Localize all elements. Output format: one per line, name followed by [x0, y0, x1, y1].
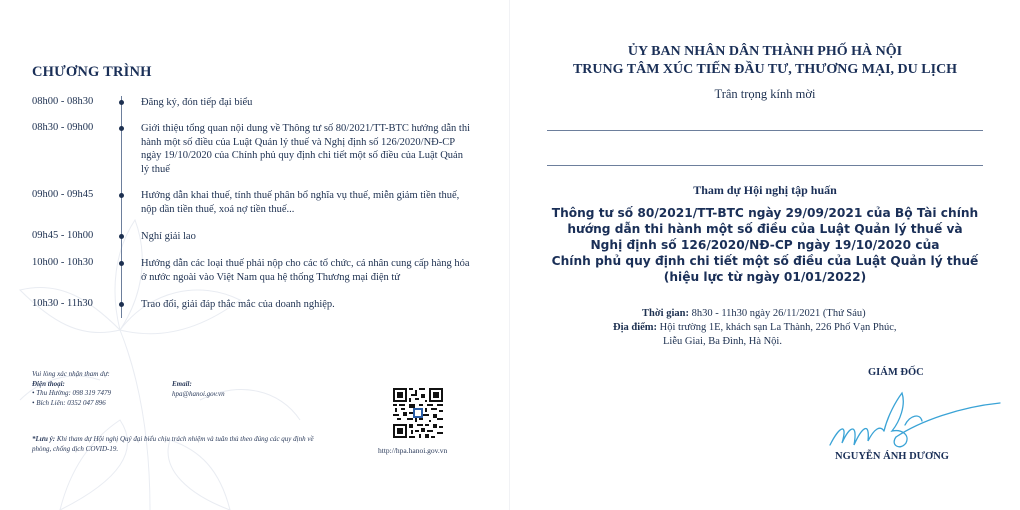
program-item-time: 10h00 - 10h30 [32, 257, 94, 268]
location-label: Địa điểm: [613, 322, 658, 333]
name-fill-line [547, 130, 983, 131]
contact-intro: Vui lòng xác nhận tham dự: [32, 370, 110, 378]
qr-code-icon[interactable] [393, 388, 443, 438]
program-item-description: Nghỉ giải lao [141, 231, 196, 242]
conference-heading: Tham dự Hội nghị tập huấn [693, 183, 837, 197]
timeline-bullet [119, 193, 124, 198]
timeline-bullet [119, 100, 124, 105]
covid-note [32, 435, 332, 454]
phone-number: • Thu Hường: 098 319 7479 [32, 389, 112, 397]
note-label: *Lưu ý: [32, 435, 56, 443]
program-item-time: 10h30 - 11h30 [32, 298, 93, 309]
location-value: Hội trường 1E, khách sạn La Thành, 226 Phố Vạn Phúc, [659, 322, 897, 333]
timeline-bullet [119, 234, 124, 239]
event-location [613, 321, 993, 335]
program-item-time: 08h30 - 09h00 [32, 122, 94, 133]
program-item-description: Hướng dẫn khai thuế, tính thuế phân bổ nghĩa vụ thuế, miễn giảm tiền thuế, nộp dần tiền thuế, xoá nợ tiền thuế... [141, 190, 460, 215]
program-item-description: Hướng dẫn các loại thuế phải nộp cho các tổ chức, cá nhân cung cấp hàng hóa ở nước ngoài vào Việt Nam qua hệ thống Thương mại điện tử [141, 258, 470, 283]
name-fill-line [547, 165, 983, 166]
program-item-time: 08h00 - 08h30 [32, 96, 94, 107]
program-item-description: Giới thiệu tổng quan nội dung về Thông tư số 80/2021/TT-BTC hướng dẫn thi hành một số điều của Luật Quản lý thuế và Nghị định số 126/2020/NĐ-CP ngày 19/10/2020 của Chính phủ quy định chi tiết một số điều của Luật Quản lý thuế [141, 123, 471, 175]
subject-line: Chính phủ quy định chi tiết một số điều của Luật Quản lý thuế [551, 254, 979, 268]
director-title: GIÁM ĐỐC [868, 367, 924, 378]
director-name: NGUYỄN ÁNH DƯƠNG [835, 451, 949, 462]
timeline-bullet [119, 126, 124, 131]
timeline-bullet [119, 261, 124, 266]
subject-line: (hiệu lực từ ngày 01/01/2022) [663, 270, 867, 284]
subject-line: hướng dẫn thi hành một số điều của Luật Quản lý thuế và [567, 222, 963, 236]
email-label: Email: [172, 380, 192, 388]
program-item-time: 09h00 - 09h45 [32, 189, 94, 200]
program-title: CHƯƠNG TRÌNH [32, 64, 152, 80]
email-info [172, 380, 225, 399]
location-value-continued: Liễu Giai, Ba Đình, Hà Nội. [663, 336, 782, 347]
phone-number: • Bích Liên: 0352 047 896 [32, 398, 106, 407]
program-item-description: Trao đổi, giải đáp thắc mắc của doanh nghiệp. [141, 299, 335, 310]
email-address[interactable]: hpa@hanoi.gov.vn [172, 389, 225, 398]
organization-department: TRUNG TÂM XÚC TIẾN ĐẦU TƯ, THƯƠNG MẠI, DU LỊCH [572, 62, 958, 77]
program-item-description: Đăng ký, đón tiếp đại biểu [141, 97, 253, 108]
phone-label: Điện thoại: [32, 379, 65, 388]
program-item-time: 09h45 - 10h00 [32, 230, 94, 241]
event-time [642, 307, 1002, 321]
time-value: 8h30 - 11h30 ngày 26/11/2021 (Thứ Sáu) [691, 308, 866, 319]
time-label: Thời gian: [642, 308, 689, 319]
contact-info [32, 370, 111, 408]
subject-line: Nghị định số 126/2020/NĐ-CP ngày 19/10/2020 của [590, 238, 940, 252]
timeline-bullet [119, 302, 124, 307]
conference-subject [540, 205, 990, 285]
organization-name: ỦY BAN NHÂN DÂN THÀNH PHỐ HÀ NỘI [627, 44, 903, 59]
invitation-text: Trân trọng kính mời [714, 87, 816, 101]
invitation-panel [510, 0, 1020, 510]
website-link[interactable]: http://hpa.hanoi.gov.vn [378, 446, 448, 455]
subject-line: Thông tư số 80/2021/TT-BTC ngày 29/09/2021 của Bộ Tài chính [551, 206, 979, 220]
note-text: Khi tham dự Hội nghị Quý đại biểu chịu trách nhiệm và tuân thủ theo đúng các quy định về phòng, chống dịch COVID-19. [32, 435, 314, 453]
